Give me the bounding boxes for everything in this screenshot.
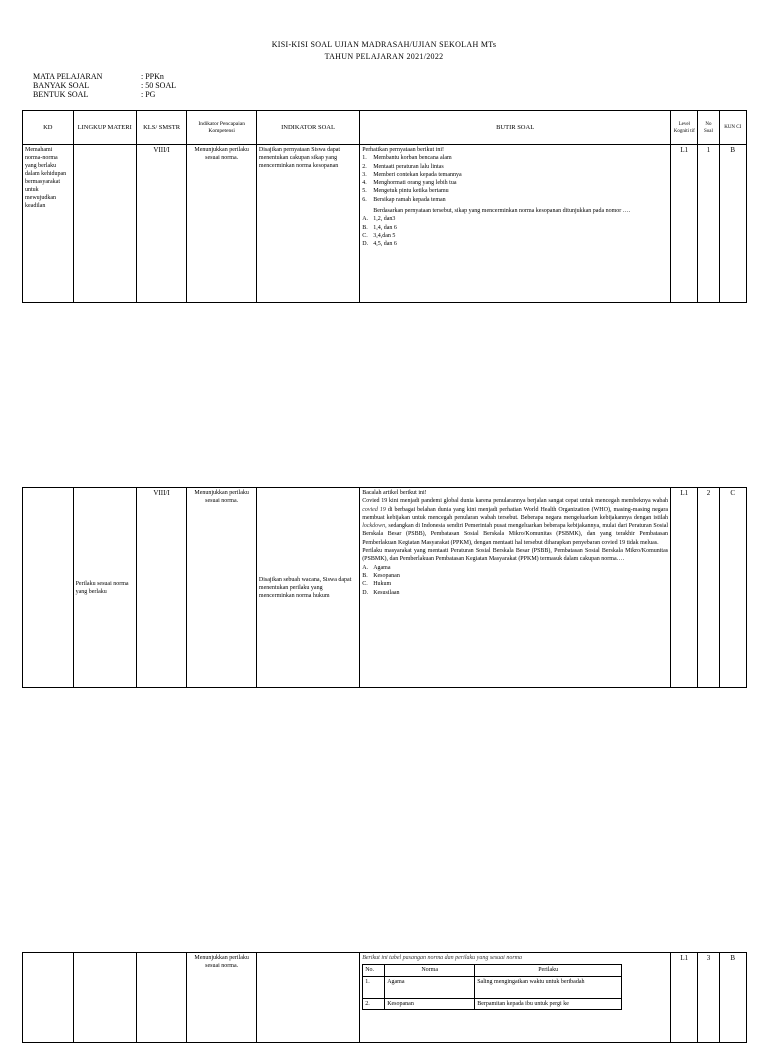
table-header-row	[23, 111, 747, 145]
col-kls: KLS/ SMSTR	[136, 111, 187, 145]
kls-cell: VIII/I	[136, 145, 187, 303]
lingkup-cell	[73, 145, 136, 303]
meta-value: : PPKn	[141, 72, 164, 81]
norma-col-no: No.	[363, 965, 385, 976]
kd-cell: Memahami norma-norma yang berlaku dalam kehidupan bermasyarakat untuk mewujudkan keadilan	[23, 145, 74, 303]
butir-cell	[360, 488, 671, 688]
table-row: 2. Kesopanan Berpamitan kepada ibu untuk pergi ke	[363, 998, 622, 1009]
no-cell: 1	[698, 145, 719, 303]
list-item: 4. Menghormati orang yang lebih tua	[362, 180, 457, 187]
meta-value: : PG	[141, 90, 156, 99]
question-stem: Bacalah artikel berikut ini!	[362, 490, 427, 496]
kisi-table-3	[22, 952, 747, 1043]
norma-table	[362, 964, 622, 1010]
meta-row	[33, 72, 176, 81]
list-item: 3. Memberi contekan kepada temannya	[362, 171, 462, 178]
col-level: Level Kogniti tif	[671, 111, 698, 145]
col-no: No Soal	[698, 111, 719, 145]
option-list	[362, 564, 668, 597]
col-butir: BUTIR SOAL	[360, 111, 671, 145]
meta-block	[33, 72, 176, 99]
question-stem: Berikut ini tabel pasangan norma dan perilaku yang sesuai norma	[362, 955, 523, 961]
option-item: C. 3,4,dan 5	[362, 232, 396, 239]
butir-cell	[360, 953, 671, 1043]
document-year: TAHUN PELAJARAN 2021/2022	[324, 52, 444, 61]
statement-list	[362, 154, 668, 204]
kunci-cell: B	[719, 953, 746, 1043]
option-item: A. Agama	[362, 564, 391, 571]
option-item: A. 1,2, dan3	[362, 216, 396, 223]
list-item: 6. Bersikap ramah kepada teman	[362, 196, 446, 203]
question-text: Perilaku masyarakat yang mentaati Peraturan Sosial Berskala Besar (PSBB), Pembatasan Sosial Berskala Mikro/Komunitas (PSBMK), dan Pemberlakuan Pembatasan Kegiatan Masyarakat (PPKM) termasuk dalam cakupan norma….	[362, 548, 669, 563]
lingkup-cell: Perilaku sesuai norma yang berlaku	[73, 488, 136, 688]
lingkup-cell	[73, 953, 136, 1043]
article-text: Covied 19 kini menjadi pandemi global dunia karena penularannya berjalan sangat cepat untuk mencegah membeknya wabah covied 19 di berbagai belahan dunia yang kini menjadi perhatian World Health Organization (WHO), masing-masing negara membuat kebijakan untuk mencegah penularan wabah tersebut. Beberapa negara mengeluarkan kebijakannya dengan istilah lockdown, sedangkan di Indonesia sendiri Pemerintah pusat mengeluarkan beberapa kebijakannya, mulai dari Peraturan Sosial Berskala Besar (PSBB), Pembatasan Sosial Berskala Mikro/Komunitas (PSBMK), dan yang terakhir Pembatasan Pemberlakuan Kegiatan Masyarakat (PPKM), dengan mentaati hal tersebut diharapkan penyebaran covied 19 tidak meluas.	[362, 498, 669, 546]
norma-table-header	[363, 965, 622, 976]
meta-row	[33, 90, 176, 99]
level-cell: L1	[671, 145, 698, 303]
kisi-table-2	[22, 487, 747, 688]
no-cell: 3	[698, 953, 719, 1043]
table-row: 1. Agama Saling mengingatkan waktu untuk beribadah	[363, 976, 622, 998]
norma-col-norma: Norma	[385, 965, 475, 976]
kd-cell	[23, 953, 74, 1043]
indikator-cell: Disajikan pernyataan Siswa dapat menentukan cakupan sikap yang mencerminkan norma kesopanan	[256, 145, 359, 303]
list-item: 2. Mentaati peraturan lalu lintas	[362, 163, 444, 170]
kls-cell	[136, 953, 187, 1043]
kisi-table-1	[22, 110, 747, 303]
table-row	[23, 488, 747, 688]
norma-col-perilaku: Perilaku	[475, 965, 622, 976]
option-list	[362, 215, 668, 248]
no-cell: 2	[698, 488, 719, 688]
meta-label: BENTUK SOAL	[33, 90, 89, 99]
option-item: D. 4,5, dan 6	[362, 241, 397, 248]
meta-label: MATA PELAJARAN	[33, 72, 103, 81]
ipk-cell: Menunjukkan perilaku sesuai norma.	[187, 953, 257, 1043]
ipk-cell: Menunjukkan perilaku sesuai norma.	[187, 488, 257, 688]
option-item: C. Hukum	[362, 581, 392, 588]
indikator-cell: Disajikan sebuah wacana, Siswa dapat menentukan perilaku yang mencerminkan norma hukum	[256, 488, 359, 688]
kd-cell	[23, 488, 74, 688]
meta-label: BANYAK SOAL	[33, 81, 90, 90]
ipk-cell: Menunjukkan perilaku sesuai norma.	[187, 145, 257, 303]
col-ipk: Indikator Pencapaian Kompetensi	[187, 111, 257, 145]
kunci-cell: B	[719, 145, 746, 303]
col-indikator: INDIKATOR SOAL	[256, 111, 359, 145]
meta-row	[33, 81, 176, 90]
question-text: Berdasarkan pernyataan tersebut, sikap yang mencerminkan norma kesopanan ditunjukkan pada nomor ….	[373, 208, 631, 215]
option-item: B. 1,4, dan 6	[362, 224, 397, 231]
table-row	[23, 953, 747, 1043]
meta-value: : 50 SOAL	[141, 81, 177, 90]
question-stem: Perhatikan pernyataan berikut ini!	[362, 147, 444, 153]
list-item: 1. Membantu korban bencana alam	[362, 155, 452, 162]
col-kunci: KUN CI	[719, 111, 746, 145]
kunci-cell: C	[719, 488, 746, 688]
indikator-cell	[256, 953, 359, 1043]
butir-cell	[360, 145, 671, 303]
col-lingkup: LINGKUP MATERI	[73, 111, 136, 145]
table-row	[23, 145, 747, 303]
kls-cell: VIII/I	[136, 488, 187, 688]
level-cell: L1	[671, 488, 698, 688]
list-item: 5. Mengetuk pintu ketika bertamu	[362, 188, 449, 195]
option-item: B. Kesopanan	[362, 572, 400, 579]
document-title: KISI-KISI SOAL UJIAN MADRASAH/UJIAN SEKOLAH MTs	[271, 40, 497, 49]
option-item: D. Kesusilaan	[362, 589, 400, 596]
level-cell: L1	[671, 953, 698, 1043]
col-kd: KD	[23, 111, 74, 145]
